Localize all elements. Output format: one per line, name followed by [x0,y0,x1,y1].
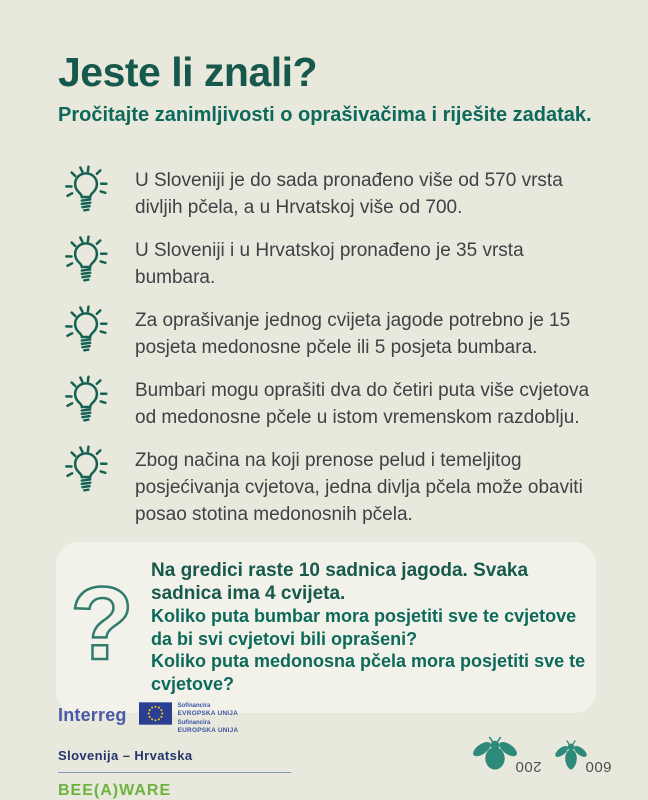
task-question-bumblebee: Koliko puta bumbar mora posjetiti sve te cvjetove da bi svi cvjetovi bili oprašeni? [151,606,577,649]
cofinance-item [178,720,239,734]
cofinance-label: Sufinancira [177,720,211,726]
bumblebee-icon [471,736,519,776]
lightbulb-icon [61,234,111,293]
fact-item [58,307,598,363]
fact-item [58,167,598,223]
page-subtitle: Pročitajte zanimljivosti o oprašivačima i riješite zadatak. [58,104,592,126]
cofinance-label: Sofinancira [177,703,211,709]
fact-text: U Sloveniji i u Hrvatskoj pronađeno je 35 vrsta bumbara. [135,240,524,288]
eu-flag-icon [139,702,172,730]
task-text [151,559,592,695]
cofinance-item [178,703,239,717]
lightbulb-icon [61,164,111,223]
task-question-honeybee: Koliko puta medonosna pčela mora posjetiti sve te cvjetove? [151,651,586,694]
fact-text: U Sloveniji je do sada pronađeno više od 570 vrsta divljih pčela, a u Hrvatskoj više od 700. [135,170,563,218]
fact-item [58,447,598,528]
lightbulb-icon [61,444,111,503]
answer-honeybee: 600 [585,758,612,775]
task-statement: Na gredici raste 10 sadnica jagoda. Svaka sadnica ima 4 cvijeta. [151,560,529,604]
interreg-logo-block [58,702,291,800]
fact-text: Zbog načina na koji prenose pelud i temeljitog posjećivanja cvjetova, jedna divlja pčela može obaviti posao stotina medonosnih pčela. [135,450,583,525]
cofinance-org: EUROPSKA UNIJA [177,727,239,734]
interreg-wordmark: Interreg [58,705,127,725]
lightbulb-icon [61,374,111,433]
task-box [56,542,596,713]
program-name: Slovenija – Hrvatska [58,748,193,763]
cofinance-text [178,703,239,737]
facts-list [58,167,598,528]
fact-text: Bumbari mogu oprašiti dva do četiri puta više cvjetova od medonosne pčele u istom vremenskom razdoblju. [135,380,590,428]
fact-item [58,237,598,293]
upside-down-answers [471,736,614,776]
question-mark-icon [70,565,134,686]
fact-item [58,377,598,433]
cofinance-org: EVROPSKA UNIJA [177,710,238,717]
page-title: Jeste li znali? [58,49,318,95]
interreg-logo-row [58,702,291,737]
divider-line [58,772,291,773]
lightbulb-icon [61,304,111,363]
answer-bumblebee: 200 [514,758,542,775]
fact-text: Za oprašivanje jednog cvijeta jagode potrebno je 15 posjeta medonosne pčele ili 5 posjeta bumbara. [135,310,571,358]
svg-text:?: ? [70,565,134,682]
poster-footer [0,700,648,800]
project-name: BEE(A)WARE [58,782,172,799]
